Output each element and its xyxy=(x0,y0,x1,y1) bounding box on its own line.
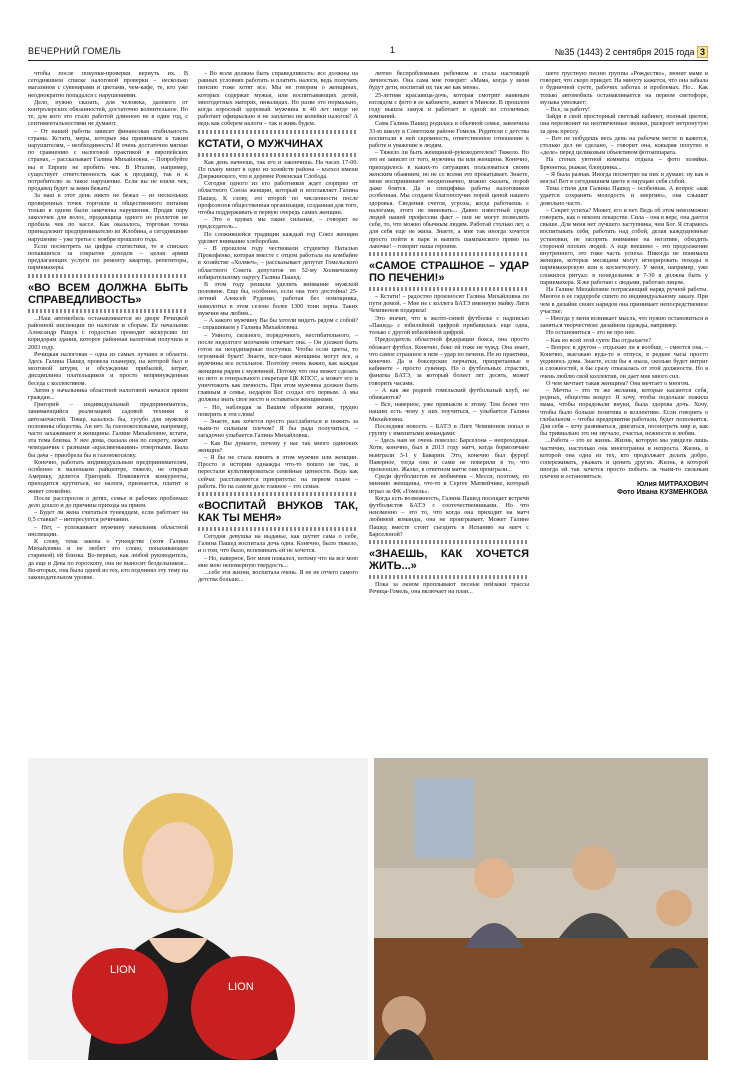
paragraph: – Мечты – это те же желания, которые касаются себя, родных, общества вокруг. Я хочу, чтобы подольше пожила мама, чтобы порадовали внуки, была здорова дочь. Хочу, чтобы было больше позитива в коллективе. Если говорить о глобальном – чтобы предприятия работали, будет пополнятся. Для себя – хочу развиваться, двигаться, посмотреть мир и, как бы тривиально это ни звучало, счастья, нежности и любви. xyxy=(540,386,708,438)
paragraph: – Секрет успеха? Может, его и нет. Ведь об этом невозможно говорить, как о некоем лекарстве. Сила – она в вере, она дается свыше. Для меня нет лучшего заступника, чем Бог. Я стараюсь воспитывать себя, работать над собой, делая каждодневные установки, не засорять внимание на негативе, обходить стороной плохих людей. А еще внешнее – это продолжение внутреннего, это тоже часть успеха. Никогда не понимала женщин, которые месяцами могут игнорировать походы в парикмахерскую или к косметологу. У меня, например, уже сложился ритуал: в понедельник в 7-30 я должна быть у парикмахера. Я же работаю с людьми, работаю лицом. xyxy=(540,206,708,286)
paragraph: Конечно, работать индивидуальным предпринимателям, особенно в маленьком райцентре, тяжело, не открыв Америку, делится Григорий. Появляются конкуренты, приходится крутиться, но налоги, признается, платит и живет спокойно. xyxy=(28,458,188,495)
paragraph: Григорий – индивидуальный предприниматель, занимающийся реализацией садовой техники и автозапчастей. Товар, казалось бы, сугубо для мужской половины общества. Ан нет. За газонокосилками, например, часто захаживают и женщины. Галине Михайловне, кстати, эта тема близка. У нее дома, сказала она по секрету, лежит чемоданчик с разными «красивенькими» отвертками. Была бы дача – приобрела бы и газонокосилку. xyxy=(28,401,188,459)
paragraph: – А как же родной гомельский футбольный клуб, не обижаются? xyxy=(369,386,529,401)
col3-text-c xyxy=(369,581,529,595)
col1-text-a xyxy=(28,70,188,272)
glove-logo-left: LION xyxy=(110,964,136,976)
col2-text-a xyxy=(198,70,358,128)
paragraph: – Будет ли жена считаться тунеядцем, если работает на 0,5 ставки? – интересуется речичанин. xyxy=(28,509,188,524)
divider xyxy=(369,252,529,256)
paragraph: – Все, наверное, уже привыкли к этому. Тем более что нашим есть чему у них поучиться, – улыбается Галина Михайловна. xyxy=(369,401,529,423)
paragraph: чтобы после покупки-проверки вернуть их. В сегодняшнем списке налоговой проверки – несколько магазинов с сувенирами и цветами, чем-кафе, те, кто уже неоднократно попадался с нарушениями. xyxy=(28,70,188,99)
divider xyxy=(369,540,529,544)
paragraph: К слову, тема закона о тунеядстве (хотя Галина Михайловна и не любит это слово, попахивающее стариной) ей близка. Во-первых, как любой руководитель, да еще и Дева по гороскопу, она не выносит бездельников... Во-вторых, она была одной из тех, кто подчинял эту тему на законодательном уровне. xyxy=(28,537,188,581)
paragraph: – А какого мужчину Вы бы хотели видеть рядом с собой? – спрашиваем у Галины Михайловны. xyxy=(198,317,358,332)
col3-text-b xyxy=(369,293,529,538)
paragraph: – Кстати! – радостно произносит Галина Михайловна по пути домой. – Мне не с коллега БАТЭ именную майку Лиги Чемпионов подарила! xyxy=(369,293,529,315)
author-byline: Юлия МИТРАХОВИЧ xyxy=(636,480,708,488)
column-4 xyxy=(540,70,708,497)
paragraph: – Я была разная. Иногда посмотрю на них и думаю: ну как я могла! Вот в сегодняшнем цвете я ощущаю себя собой. xyxy=(540,170,708,186)
portrait-illustration xyxy=(28,758,368,1060)
headline-justice: «ВО ВСЕМ ДОЛЖНА БЫТЬ СПРАВЕДЛИВОСТЬ» xyxy=(28,281,188,306)
photo-credit: Фото Ивана КУЗМЕНКОВА xyxy=(616,488,708,496)
paragraph: По сложившейся традиции каждый год Союз женщин уделяет внимание хлеборобам. xyxy=(198,230,358,245)
paragraph: Среди футболистов ее любимчик – Месси, поэтому, по мнению женщины, что-то в Сергее Матвейчике, который играл за ФК «Гомель». xyxy=(369,473,529,495)
divider xyxy=(28,274,188,278)
woman-with-boxing-gloves-photo xyxy=(28,758,368,1060)
paragraph: 25-летняя красавица-дочь, которая смотрит наивным взглядом с фото в ее кабинете, живет в Минске. В прошлом году вышла замуж и работает в одной из столичных компаний. xyxy=(369,91,529,121)
paragraph: – Знаете, как хочется просто расслабиться и пожить за чьим-то сильным плечом? Я бы рада получиться, – загадочно улыбается Галина Михайловна. xyxy=(198,417,358,440)
paragraph: Но остановиться – это не про нее. xyxy=(546,329,636,337)
paragraph: В этом году решили уделить внимание мужской половине. Еще бы, особенно, если она того достойна! 25-летний Алексей Руденко, работая без помощника, намолотил в этом сезоне более 1300 тонн зерна. Таких мужчин мы любим... xyxy=(198,281,358,317)
paragraph: Председатель областной федерации бокса, она просто обожает футбол. Конечно, бокс ей тоже не чужд. Она знает, что самое страшное в нем – удар по печени. Не из практики, конечно. Да и боксерские перчатки, припрятанные в кабинете – просто сувенир. Но о футбольных страстях, фанатка БАТЭ, за который болеет лет десять, может говорить часами. xyxy=(369,336,529,387)
paragraph: – Во всем должна быть справедливость: все должны на равных условиях работать и платить налоги, ведь получать пенсию тоже хотят все. Мы не говорим о женщинах, которых содержат мужья, или воспитывающих детей, многодетных матерях, инвалидах. Но разве это нормально, когда взрослый здоровый мужчина в 40 лет нигде не работает официально и не заплатил ни копейки налогов? А ведь как соберем налоги – так и живь будем. xyxy=(198,70,358,128)
page-number-right: 3 xyxy=(697,46,708,58)
paragraph: – Вот не побудешь весь день на рабочем месте и кажется, столько дел не сделано, – говорит она, ковыряя попутно в «деле» перед целиковым объективом фотоаппарата. xyxy=(540,134,708,157)
divider xyxy=(369,575,529,579)
paragraph: – Здесь нам не очень повезло: Барселона – непроходная. Хотя, конечно, был в 2013 году матч, когда борисовчане выиграли 3-1 у Баварии. Это, конечно был фурор! Наверное, тогда они и сами не поверили в то, что произошло. Жалко, в ответном матче они проиграли... xyxy=(369,437,529,473)
paragraph: – В прошлом году чествовали студентку Наталью Прокофенко, которая вместе с отцом работала на комбайне в хозяйстве «Холмеч», – рассказывает депутат Гомельского областного Совета депутатов по 52-му Холмечскому избирательному округу Галина Пашед. xyxy=(198,245,358,281)
paragraph: – Тяжело ли быть женщиной-руководителем? Тяжело. Но это не зависит от того, мужчина ты или женщина. Конечно, приходилось в каких-то ситуациях пользоваться своим женским обаянием, но не со всеми это прокатывает. Знаете, меня воспринимают неоднозначно, можно сказать, порой даже боятся. Да и специфика работы налоговиков особенная. Мы создаем благополучие порой ценой нашего здоровья. Сведения счетов, угрозы, когда работаешь с налогами, этого не миновать... Давно известный среди людей нашей профессии факт – они не могут позволить себе, то, что можно обычным людям. Работай столько лет, а для себя еще не жила. Знаете, а мне так иногда хочется просто пойти в парк и выпить шампанского прямо на лавочке! – говорит наша героиня. xyxy=(369,149,529,250)
paragraph: – Умного, сильного, порядочного, несгибательного, – после недолгого молчания отвечает она. – Он должен быть готов на неординарные поступки. Чтобы если цветы, то огромный букет! Знаете, все-таки женщины могут все, а мужчины все остальное. Поэтому очень важно, как каждая женщина рядом с мужчиной. Потому что она может сделать из него и генерального секретаря ЦК КПСС, а может его и уничтожить как личность. При этом мужчина должен быть главным в семье, недаром Бог создал его первым. А мы должны знать свое место и оставаться женщинами. xyxy=(198,331,358,404)
headline-liver: «САМОЕ СТРАШНОЕ – УДАР ПО ПЕЧЕНИ!» xyxy=(369,260,529,285)
column-2 xyxy=(198,70,358,583)
paragraph: шете грустную песню группы «Рождество», звонит маме и говорит, что скоро приедет. На минуту кажется, что она забыла о будничной суете, рабочих заботах и проблемах. Но... Как только автомобиль останавливается на первом светофоре, музыка умолкает: xyxy=(540,70,708,106)
paragraph: – От нашей работы зависит финансовая стабильность страны. Кстати, меры, которые мы принимаем к таким нарушителям, – необходимость! И очень достаточно мягкие по сравнению с налоговой практикой в европейских странах, – рассказывает Галина Михайловна. – Попробуйте вы в Европе не пробить чек. В Италии, например, существует ответственность как к продавцу, так и к потребителю за такое нарушение. Если вы не взяли чек, продавец будет за вами бежать! xyxy=(28,127,188,193)
paragraph: – Как во всей этой суете Вы отдыхаете? xyxy=(546,336,651,344)
paragraph: Пока за окном проплывают песные пейзажи трассы Речица-Гомель, она включает на план... xyxy=(369,580,529,596)
paragraph: – Я бы не стала винить в этом мужчин или женщин. Просто в истории однажды что-то пошло не так, и перестали культивироваться семейные ценности. Ведь как сейчас расставляются приоритеты: на первом плане – работа. Но на самом деле главное – это семья. xyxy=(198,453,358,490)
paragraph: Дело, нужно сказать, для человека, далекого от контролерских обязанностей, достаточно волнительное. Но те, для кого это стало работой длинною не в один год, с сентиментальностями не думают. xyxy=(28,98,188,128)
headline-grandchildren: «ВОСПИТАЙ ВНУКОВ ТАК, КАК ТЫ МЕНЯ» xyxy=(198,499,358,524)
office-illustration xyxy=(374,758,708,1060)
paragraph: После расспросов о детях, семье и рабочих проблемах дело дошло и до причины прихода на прием. xyxy=(28,494,188,509)
paragraph: Сама Галина Пашед родилась в обычной семье, закончила 33-ю школу в Советском районе Гомеля. Родители с детства воспитали в ней скромность, ответственное отношение к работе и уважение к людям. xyxy=(369,120,529,150)
paragraph: За наш в этот день никто не бежал – из нескольких проверенных точек торговли и общественного питания только в одном были замечены нарушения. Продав пару заколочек для волос, продавщица одного из роллетов не пробила чек по кассе. Как оказалось, торговая точка принадлежит предпринимателю из Жлобина, а сегодняшние нарушение – уже третье с ноября прошлого года. xyxy=(28,192,188,243)
glove-logo-right: LION xyxy=(228,981,254,993)
divider xyxy=(28,309,188,313)
col2-text-c xyxy=(198,533,358,583)
newspaper-name: ВЕЧЕРНИЙ ГОМЕЛЬ xyxy=(28,46,122,56)
page-number-left: 1 xyxy=(390,45,396,55)
paragraph: Зайдя в свой просторный светлый кабинет, полный цветов, она перезвонит на неотвеченные звонки, раскроет нетронутую за день прессу. xyxy=(540,113,708,135)
paragraph: – Иногда у меня возникает мысль, что нужно остановиться и заняться творчеством: дизайном одежды, например. xyxy=(540,314,708,330)
issue-info xyxy=(555,46,708,58)
paragraph: – Но, наверное, Бог меня пожалел, потому что на все мою мне мою непомерную твердость... xyxy=(198,554,358,569)
headline-men: КСТАТИ, О МУЖЧИНАХ xyxy=(198,137,323,150)
paragraph: Как день начнешь, так его и закончишь. На часах 17-00. По плану визит в одно из хозяйств района – колхоз имени Дзержинского, что в деревне Ровенская Слобода. xyxy=(198,158,358,181)
col4-text xyxy=(540,70,708,481)
paragraph: – Это о вдовах мы такие сильные, – говорит ее председатель... xyxy=(198,216,358,231)
headline-live: «ЗНАЕШЬ, КАК ХОЧЕТСЯ ЖИТЬ...» xyxy=(369,547,529,572)
paragraph: ...Наш автомобиль останавливается во дворе Речицкой районной инспекции по налогам и сборам. Ее начальник Александр Ращук с гордостью проводит экскурсию по коридорам здания, которое районная налоговая получила в 2003 году. xyxy=(28,314,188,351)
paragraph: – Все, за работу! xyxy=(546,106,590,114)
paragraph: – Как Вы думаете, почему у нас так много одиноких женщин? xyxy=(198,439,358,454)
issue-text: №35 (1443) 2 сентября 2015 года xyxy=(554,47,695,57)
paragraph: Тема стиля для Галины Пашед – особенная. А вопрос «как удается сохранять молодость и энергию», она слышит довольно часто. xyxy=(540,185,708,207)
paragraph: О чем мечтает такая женщина? Она мечтает о многом. xyxy=(546,379,690,387)
divider xyxy=(198,130,358,134)
col3-text-a xyxy=(369,70,529,250)
paragraph: лютно беспроблемным ребенком и стала настоящей личностью. Она сама мне говорит: «Мама, когда у меня будут дети, воспитай их так же как меня». xyxy=(369,70,529,92)
col2-text-b xyxy=(198,159,358,490)
paragraph: На стенах уютной комнаты отдыха – фото хозяйки. Брюнетка, рыжая, блондинка... xyxy=(540,156,708,171)
paragraph: Речицкая налоговая – одна из самых лучших в области. Здесь Галина Пашед провела планерку, на которой был и мозговой штурм, и обсуждение прибылей, затрат, дисциплины плательщиков и просто непринужденная беседа с коллективом. xyxy=(28,350,188,387)
paragraph: – Вопрос в другом – отдыхаю ли я вообще, – смеется она. – Конечно, выезжаю куда-то в отпуск, в редкие часы просто уединюсь дома. Знаете, если бы я знала, сколько будет интриг и сложностей, я бы сразу отказалась от этой должности. Но я очень люблю свой коллектив, он дает мне много сил. xyxy=(540,343,708,380)
divider xyxy=(198,153,358,157)
paragraph: ...Работа – это ее жизнь. Жизнь, которую мы увидели лишь частично, настолько она многогранна и непроста. Жизнь, в которой она одна из тех, кто продолжает делать добро, сопереживать, уважать и ценить других. Жизнь, в которой иногда ей так хочется просто побыть за чьим-то сильным плечом и остановиться. xyxy=(540,437,708,481)
paragraph: Это значит, что к желто-синей футболке с надписью «Пашед» с юбилейной цифрой прибавилась еще одна, только с другой юбилейной цифрой. xyxy=(369,314,529,337)
paragraph: – Но, наблюдая за Вашим образом жизни, трудно поверить в эти слова! xyxy=(198,403,358,418)
office-meeting-photo xyxy=(374,758,708,1060)
paragraph: Когда есть возможность, Галина Пашед посещает встречи футболистов БАТЭ с соотечественниками. Но что неизменно – это то, что когда она приходит на матч любимой команды, она не проигрывает. Может Галине Пашед вместе стоит съездить в Испанию на матч с Барселоной? xyxy=(369,494,529,538)
paragraph: – Нет, – успокаивает мужчину начальник областной инспекции. xyxy=(28,523,188,538)
paragraph: На Галине Михайловне потрясающий наряд ручной работы. Многое в ее гардеробе сшито по индивидуальному заказу. При чем в дизайне своих нарядов она принимает непосредственное участие: xyxy=(540,286,708,315)
paragraph: Последняя новость – БАТЭ в Лиге Чемпионов попал в группу с именитыми командами: xyxy=(369,422,529,437)
paragraph: ...себе эти жизни, воспитала очень. Я не не отчего самого детства больше... xyxy=(198,568,358,584)
column-3 xyxy=(369,70,529,595)
paragraph: Затем у начальника областной налоговой начался прием граждан... xyxy=(28,386,188,401)
paragraph: Сегодня девушка на выданье, как шутит сама о себе, Галина Пашед воспитала дочь одна. Конечно, было тяжело, и о том, что было, вспоминать ей не хочется. xyxy=(198,532,358,555)
divider xyxy=(198,492,358,496)
column-1 xyxy=(28,70,188,581)
divider xyxy=(198,527,358,531)
divider xyxy=(369,287,529,291)
col1-text-b xyxy=(28,315,188,582)
paragraph: Сегодня одного из его работников ждет сюрприз от областного Союза женщин, который и возглавляет Галина Пашед. К слову, это второй по численности после профсоюзов общественная организация, созданная для того, чтобы поддерживать в первую очередь самих женщин. xyxy=(198,180,358,217)
paragraph: Если посмотреть на цифры статистики, то в списках попавшихся за сокрытие доходов – целая армия предлагающих услуги по ремонту квартир, репетиторы, парикмахеры. xyxy=(28,242,188,272)
page-header xyxy=(28,44,708,61)
